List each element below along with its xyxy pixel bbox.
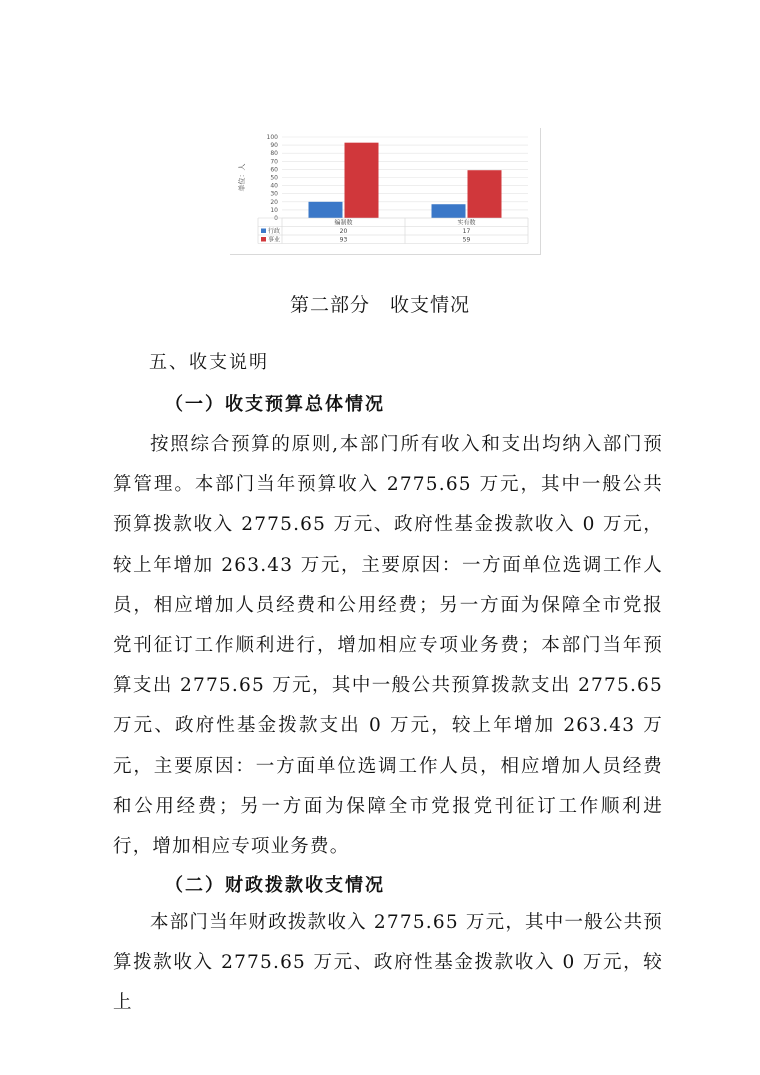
category-label: 编制数 — [334, 219, 353, 227]
data-label: 59 — [462, 236, 471, 244]
bar-行政-编制数 — [309, 202, 343, 218]
staffing-bar-chart — [230, 128, 541, 255]
legend-label: 行政 — [268, 228, 281, 235]
y-tick-label: 10 — [270, 206, 278, 214]
y-tick-label: 100 — [266, 134, 278, 141]
chart-canvas — [230, 128, 540, 254]
y-tick-label: 0 — [274, 215, 278, 222]
data-label: 17 — [462, 228, 471, 235]
legend-label: 事业 — [268, 236, 281, 244]
y-tick-label: 70 — [270, 158, 278, 166]
y-tick-label: 30 — [270, 190, 278, 198]
y-axis-label: 单位：人 — [238, 163, 246, 192]
bar-事业-编制数 — [345, 143, 379, 218]
subsection-heading-1: （一）收支预算总体情况 — [165, 394, 385, 415]
category-label: 实有数 — [457, 219, 476, 227]
part-heading: 第二部分 收支情况 — [289, 294, 470, 316]
legend-swatch — [261, 237, 266, 242]
y-tick-label: 80 — [270, 150, 278, 158]
y-tick-label: 40 — [270, 182, 278, 190]
legend-swatch — [261, 229, 266, 234]
y-tick-label: 50 — [270, 174, 278, 182]
y-tick-label: 90 — [270, 142, 278, 150]
paragraph-budget-overview: 按照综合预算的原则,本部门所有收入和支出均纳入部门预算管理。本部门当年预算收入 2775.65 万元，其中一般公共预算拨款收入 2775.65 万元、政府性基金拨款收入 0 万元，较上年增加 263.43 万元，主要原因：一方面单位选调工作人员，相应增加人员经费和公用经费；另一方面为保障全市党报党刊征订工作顺利进行，增加相应专项业务费；本部门当年预算支出 2775.65 万元，其中一般公共预算拨款支出 2775.65 万元、政府性基金拨款支出 0 万元，较上年增加 263.43 万元，主要原因：一方面单位选调工作人员，相应增加人员经费和公用经费；另一方面为保障全市党报党刊征订工作顺利进行，增加相应专项业务费。 — [113, 434, 663, 858]
data-label: 20 — [339, 228, 348, 235]
bar-事业-实有数 — [468, 170, 502, 218]
y-tick-label: 60 — [270, 166, 278, 174]
bar-行政-实有数 — [432, 204, 466, 218]
subsection-heading-2: （二）财政拨款收支情况 — [165, 875, 385, 896]
paragraph-fiscal-appropriation: 本部门当年财政拨款收入 2775.65 万元，其中一般公共预算拨款收入 2775.65 万元、政府性基金拨款收入 0 万元，较上 — [113, 912, 663, 1014]
y-tick-label: 20 — [270, 198, 278, 206]
section-heading: 五、收支说明 — [149, 352, 269, 373]
data-label: 93 — [339, 236, 348, 244]
